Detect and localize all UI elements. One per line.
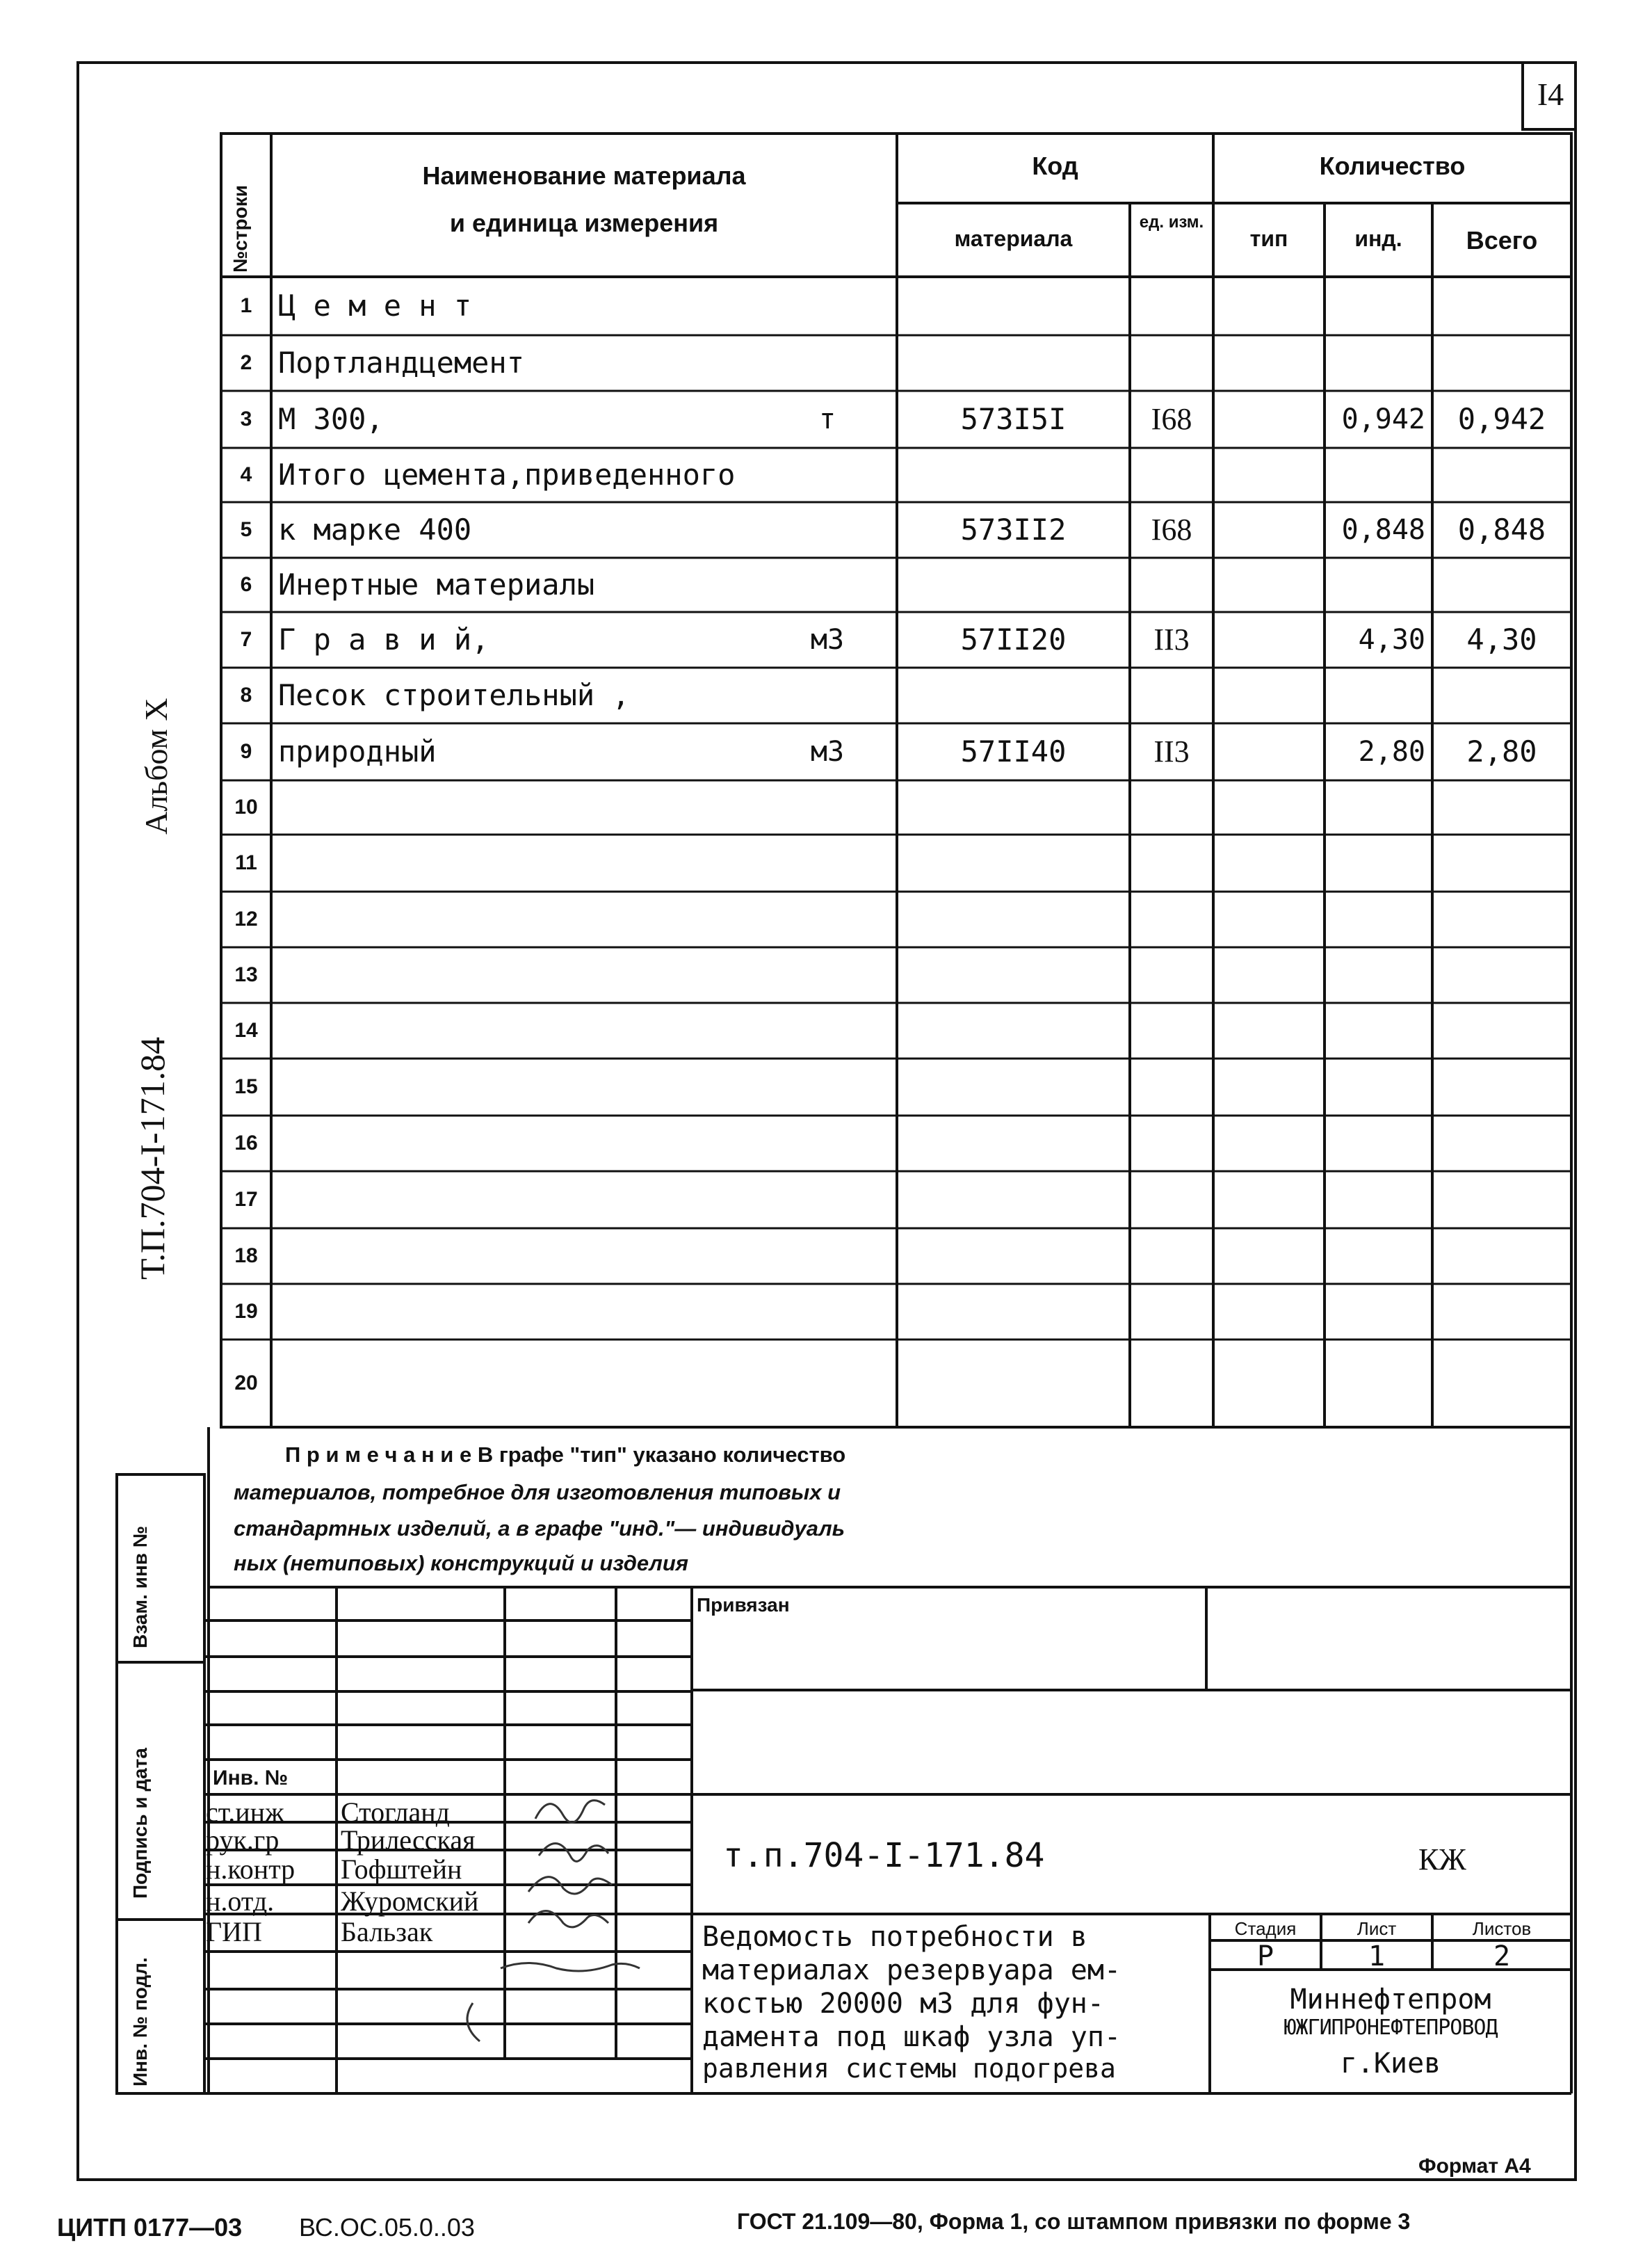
qty-ind	[1325, 892, 1432, 947]
unit-code	[1130, 1340, 1213, 1427]
material-name	[278, 892, 765, 947]
qty-type	[1213, 335, 1325, 391]
stage-value: Р	[1256, 1940, 1274, 1972]
row-number: 17	[234, 1188, 258, 1211]
signer-name: Журомский	[341, 1885, 479, 1917]
material-name	[278, 835, 765, 892]
vzam-inv-label: Взам. инв №	[129, 1526, 151, 1648]
material-name	[278, 1003, 765, 1059]
unit-label	[765, 1284, 890, 1340]
unit-label: м3	[810, 736, 845, 768]
qty-type	[1213, 780, 1325, 835]
qty-ind	[1325, 780, 1432, 835]
qty-total	[1432, 277, 1571, 335]
stamp-title-5: равления системы подогрева	[702, 2053, 1116, 2084]
material-code	[897, 835, 1130, 892]
qty-type	[1213, 558, 1325, 612]
material-code	[897, 1059, 1130, 1116]
material-code	[897, 780, 1130, 835]
material-name: Г р а в и й,	[278, 622, 489, 657]
privyazan-label: Привязан	[697, 1594, 790, 1616]
format-label: Формат А4	[1418, 2155, 1531, 2178]
qty-ind: 0,942	[1341, 403, 1425, 435]
qty-ind	[1325, 1003, 1432, 1059]
qty-type	[1213, 723, 1325, 780]
row-number: 11	[235, 851, 257, 874]
row-number: 5	[240, 518, 252, 541]
signature-date-label: Подпись и дата	[129, 1748, 151, 1899]
qty-type	[1213, 1003, 1325, 1059]
material-code	[897, 1340, 1130, 1427]
unit-code	[1130, 1059, 1213, 1116]
qty-total	[1432, 1116, 1571, 1171]
unit-label	[765, 1003, 890, 1059]
qty-ind	[1325, 335, 1432, 391]
side-doc-code: Т.П.704-I-171.84	[133, 1036, 172, 1280]
signer-name: Бальзак	[341, 1916, 433, 1947]
row-number: 12	[234, 908, 258, 931]
signer-role: ГИП	[206, 1916, 262, 1947]
signature-scribbles	[467, 1801, 640, 2041]
sheets-label: Листов	[1472, 1918, 1532, 1939]
qty-type	[1213, 1059, 1325, 1116]
footer-code: ВС.ОС.05.0..03	[299, 2213, 475, 2242]
qty-total	[1432, 947, 1571, 1003]
qty-type	[1213, 1228, 1325, 1284]
signer-name: Трилесская	[341, 1824, 476, 1856]
unit-label	[765, 1228, 890, 1284]
unit-code	[1130, 835, 1213, 892]
row-number: 13	[234, 963, 258, 986]
material-name: к марке 400	[278, 513, 472, 547]
material-name: Инертные материалы	[278, 568, 595, 602]
unit-label	[765, 335, 890, 391]
stage-label: Стадия	[1234, 1918, 1297, 1939]
material-code	[897, 892, 1130, 947]
unit-label	[765, 947, 890, 1003]
unit-label: м3	[810, 624, 845, 656]
material-name: Ц е м е н т	[278, 289, 472, 323]
org-line-1: Миннефтепром	[1290, 1984, 1491, 2016]
qty-total	[1432, 780, 1571, 835]
material-code: 57II40	[960, 734, 1067, 769]
signer-role: ст.инж	[206, 1796, 284, 1828]
signer-role: н.контр	[206, 1853, 295, 1885]
sheet-value: 1	[1368, 1940, 1386, 1972]
qty-ind	[1325, 1340, 1432, 1427]
note-line-2: материалов, потребное для изготовления типовых и	[234, 1480, 841, 1504]
qty-ind	[1325, 277, 1432, 335]
qty-total	[1432, 448, 1571, 502]
qty-type	[1213, 612, 1325, 668]
unit-label	[765, 780, 890, 835]
qty-total	[1432, 1340, 1571, 1427]
material-name: Песок строительный ,	[278, 678, 630, 712]
material-code: 573I5I	[960, 402, 1067, 436]
qty-total	[1432, 1003, 1571, 1059]
row-number: 19	[234, 1300, 258, 1323]
qty-ind	[1325, 1228, 1432, 1284]
qty-ind	[1325, 947, 1432, 1003]
material-code	[897, 1171, 1130, 1228]
unit-label	[765, 502, 890, 558]
signer-name: Гофштейн	[341, 1853, 462, 1885]
qty-type	[1213, 1171, 1325, 1228]
row-number: 1	[240, 294, 252, 317]
unit-code	[1130, 1171, 1213, 1228]
material-code	[897, 947, 1130, 1003]
unit-label	[765, 558, 890, 612]
qty-ind: 4,30	[1358, 624, 1425, 656]
row-number: 6	[240, 573, 252, 596]
material-name	[278, 947, 765, 1003]
stamp-title-2: материалах резервуара ем-	[702, 1954, 1121, 1986]
unit-label	[765, 668, 890, 723]
row-number: 10	[234, 796, 258, 819]
material-code	[897, 1116, 1130, 1171]
qty-ind: 0,848	[1341, 514, 1425, 546]
row-number: 16	[234, 1132, 258, 1155]
material-code: 57II20	[960, 622, 1067, 657]
material-name: Итого цемента,приведенного	[278, 458, 736, 492]
header-name-line1: Наименование материала	[422, 161, 746, 190]
header-unit: ед. изм.	[1139, 213, 1204, 232]
unit-label	[765, 448, 890, 502]
qty-ind: 2,80	[1358, 736, 1425, 768]
header-name-line2: и единица измерения	[449, 209, 719, 237]
header-code: Код	[1032, 152, 1078, 180]
footer-gost: ГОСТ 21.109—80, Форма 1, со штампом привязки по форме 3	[737, 2209, 1411, 2234]
stamp-title-1: Ведомость потребности в	[702, 1921, 1087, 1953]
inv-no-label: Инв. №	[213, 1767, 289, 1790]
qty-ind	[1325, 448, 1432, 502]
unit-label	[765, 1059, 890, 1116]
header-type: тип	[1249, 226, 1288, 251]
unit-label	[765, 1171, 890, 1228]
material-name	[278, 1059, 765, 1116]
qty-total: 4,30	[1466, 622, 1537, 657]
header-ind: инд.	[1354, 226, 1402, 251]
qty-type	[1213, 1116, 1325, 1171]
unit-code	[1130, 947, 1213, 1003]
row-number: 18	[234, 1244, 258, 1267]
unit-code	[1130, 1116, 1213, 1171]
qty-total	[1432, 1284, 1571, 1340]
qty-ind	[1325, 1116, 1432, 1171]
note-line-4: ных (нетиповых) конструкций и изделия	[234, 1551, 689, 1575]
material-name	[278, 1116, 765, 1171]
unit-label: т	[818, 403, 836, 435]
row-number: 4	[240, 463, 252, 486]
row-number: 15	[234, 1075, 258, 1098]
unit-code: I68	[1151, 513, 1192, 547]
unit-code	[1130, 668, 1213, 723]
note-line-3: стандартных изделий, а в графе "инд."— индивидуаль	[234, 1516, 845, 1541]
unit-code: I68	[1151, 402, 1192, 436]
qty-type	[1213, 1284, 1325, 1340]
signer-name: Стогланд	[341, 1796, 450, 1828]
qty-total: 2,80	[1466, 734, 1537, 769]
qty-type	[1213, 835, 1325, 892]
unit-code	[1130, 780, 1213, 835]
unit-code	[1130, 335, 1213, 391]
material-code	[897, 1228, 1130, 1284]
row-number: 3	[240, 408, 252, 431]
qty-total: 0,848	[1457, 513, 1546, 547]
footer-citp: ЦИТП 0177—03	[57, 2213, 243, 2242]
stamp-doc-code: т.п.704-I-171.84	[723, 1836, 1045, 1875]
material-name: природный	[278, 734, 437, 769]
unit-label	[765, 892, 890, 947]
unit-code: II3	[1153, 734, 1190, 769]
material-name	[278, 1228, 765, 1284]
unit-code: II3	[1153, 622, 1190, 657]
header-row-number: №строки	[229, 185, 251, 273]
material-code: 573II2	[960, 513, 1067, 547]
unit-code	[1130, 1228, 1213, 1284]
material-name	[278, 780, 765, 835]
signer-role: н.отд.	[206, 1885, 275, 1917]
qty-ind	[1325, 668, 1432, 723]
qty-total	[1432, 558, 1571, 612]
row-number: 14	[234, 1019, 258, 1042]
qty-type	[1213, 892, 1325, 947]
material-code	[897, 448, 1130, 502]
qty-type	[1213, 947, 1325, 1003]
org-line-2: ЮЖГИПРОНЕФТЕПРОВОД	[1283, 2016, 1498, 2040]
unit-code	[1130, 448, 1213, 502]
row-number: 8	[240, 684, 252, 707]
qty-total	[1432, 335, 1571, 391]
row-number: 20	[234, 1372, 258, 1394]
material-name: М 300,	[278, 402, 384, 436]
sheet-label: Лист	[1357, 1918, 1397, 1939]
qty-total	[1432, 1171, 1571, 1228]
qty-type	[1213, 391, 1325, 448]
unit-label	[765, 1340, 890, 1427]
qty-ind	[1325, 1171, 1432, 1228]
material-name	[278, 1284, 765, 1340]
unit-label	[765, 1116, 890, 1171]
header-quantity: Количество	[1319, 152, 1466, 180]
material-code	[897, 668, 1130, 723]
material-name: Портландцемент	[278, 346, 525, 380]
unit-code	[1130, 1284, 1213, 1340]
material-code	[897, 1003, 1130, 1059]
qty-total	[1432, 835, 1571, 892]
qty-ind	[1325, 1284, 1432, 1340]
qty-type	[1213, 448, 1325, 502]
qty-type	[1213, 668, 1325, 723]
material-code	[897, 558, 1130, 612]
material-name	[278, 1340, 765, 1427]
qty-total	[1432, 1059, 1571, 1116]
row-number: 2	[240, 351, 252, 374]
qty-total: 0,942	[1457, 402, 1546, 436]
inv-podl-label: Инв. № подл.	[129, 1957, 151, 2086]
qty-ind	[1325, 1059, 1432, 1116]
unit-code	[1130, 558, 1213, 612]
unit-code	[1130, 892, 1213, 947]
stamp-title-4: дамента под шкаф узла уп-	[702, 2021, 1121, 2053]
qty-type	[1213, 502, 1325, 558]
row-number: 7	[240, 628, 252, 651]
material-code	[897, 1284, 1130, 1340]
org-line-3: г.Киев	[1340, 2048, 1441, 2080]
material-code	[897, 335, 1130, 391]
material-name	[278, 1171, 765, 1228]
unit-label	[765, 277, 890, 335]
qty-type	[1213, 277, 1325, 335]
stamp-mark: КЖ	[1418, 1842, 1466, 1876]
stamp-title-3: костью 20000 м3 для фун-	[702, 1988, 1104, 2020]
qty-total	[1432, 892, 1571, 947]
album-label: Альбом X	[138, 698, 174, 835]
unit-code	[1130, 1003, 1213, 1059]
header-material: материала	[954, 226, 1073, 251]
sheets-value: 2	[1493, 1940, 1511, 1972]
material-code	[897, 277, 1130, 335]
unit-code	[1130, 277, 1213, 335]
note-line-1: П р и м е ч а н и е В графе "тип" указано количество	[285, 1442, 846, 1467]
signer-role: рук.гр	[206, 1824, 280, 1856]
qty-total	[1432, 668, 1571, 723]
qty-ind	[1325, 558, 1432, 612]
sheet-number: I4	[1521, 61, 1577, 131]
qty-ind	[1325, 835, 1432, 892]
qty-total	[1432, 1228, 1571, 1284]
row-number: 9	[240, 740, 252, 763]
unit-label	[765, 835, 890, 892]
header-total: Всего	[1466, 226, 1538, 255]
qty-type	[1213, 1340, 1325, 1427]
